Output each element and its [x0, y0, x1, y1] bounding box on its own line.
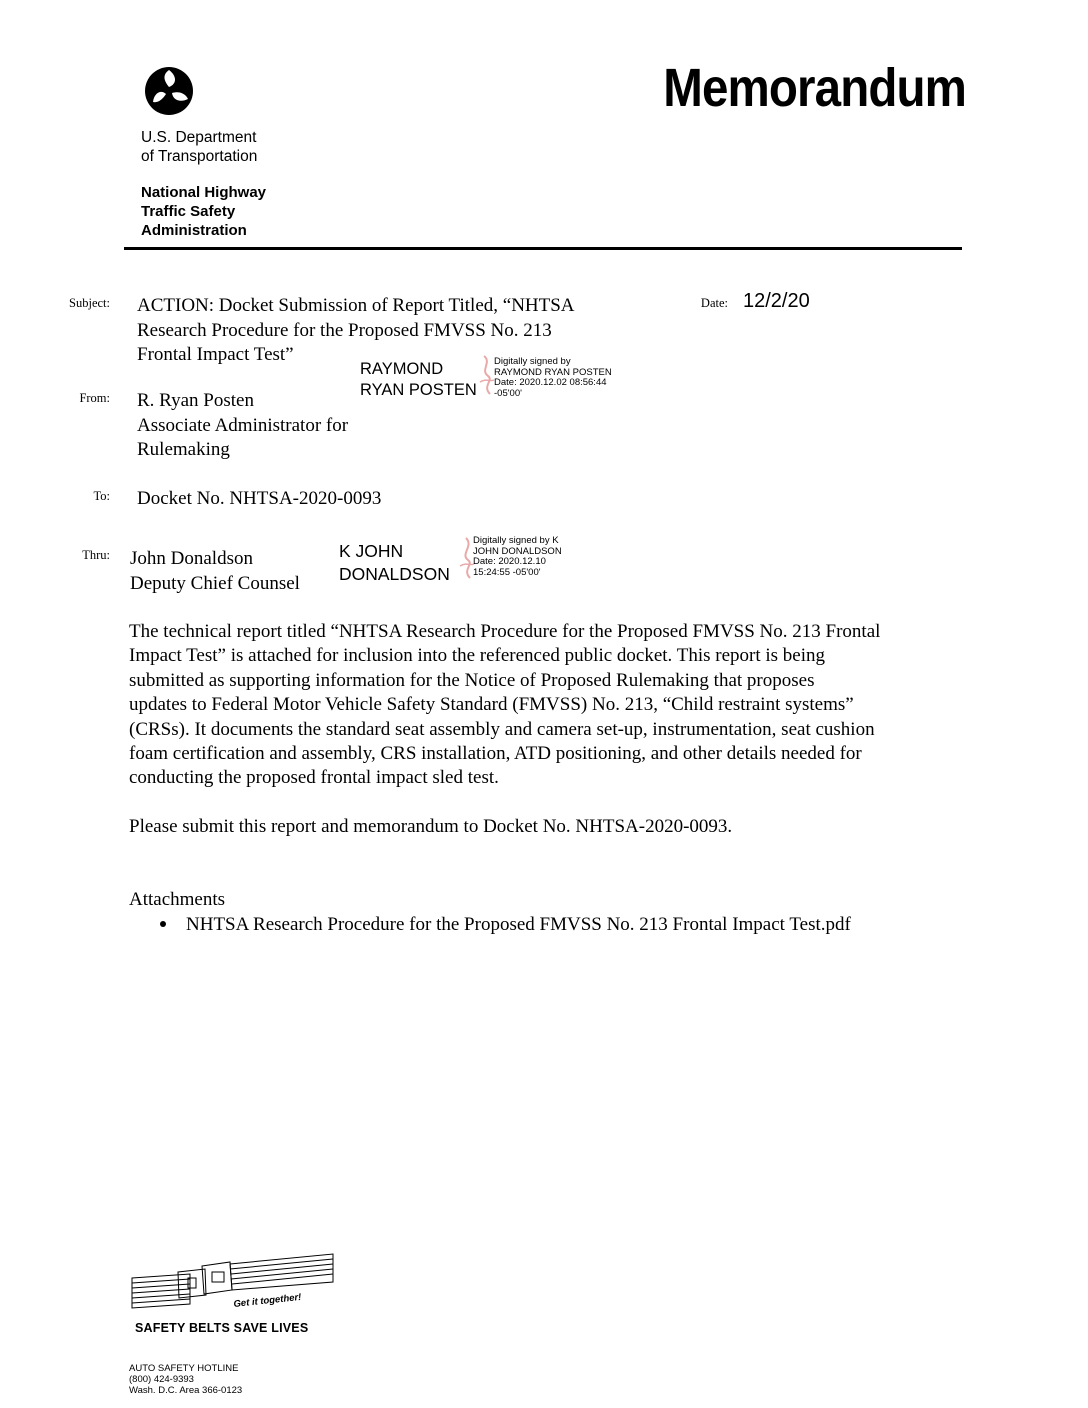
subject-label: Subject: — [69, 296, 110, 310]
subject-line-2: Research Procedure for the Proposed FMVSS No. 213 — [137, 319, 552, 341]
dot-logo — [144, 66, 194, 116]
agency-line-1: National Highway — [141, 184, 267, 201]
donaldson-signature-name — [339, 540, 450, 586]
posten-signature-details — [494, 357, 612, 399]
subject-line-1: ACTION: Docket Submission of Report Titled, “NHTSA — [137, 295, 575, 316]
posten-detail-line-2: RAYMOND RYAN POSTEN — [494, 366, 612, 378]
paragraph-line: updates to Federal Motor Vehicle Safety Standard (FMVSS) No. 213, “Child restraint systems” — [129, 694, 854, 716]
memo-title: Memorandum — [663, 58, 966, 118]
paragraph-line: submitted as supporting information for the Notice of Proposed Rulemaking that proposes — [129, 669, 815, 691]
thru-line-1: John Donaldson — [130, 548, 253, 569]
subject-line-3: Frontal Impact Test” — [137, 344, 294, 365]
posten-signature-name — [360, 359, 477, 401]
posten-detail-line-4: -05'00' — [494, 387, 522, 399]
posten-detail-line-1: Digitally signed by — [494, 356, 571, 367]
dot-logo-icon — [144, 66, 194, 116]
from-label: From: — [79, 391, 110, 405]
seat-belt-icon — [130, 1252, 335, 1320]
from-value — [137, 389, 348, 463]
department-line-2: of Transportation — [141, 148, 258, 165]
paragraph-line: conducting the proposed frontal impact sled test. — [129, 767, 499, 789]
to-label: To: — [93, 489, 110, 503]
paragraph-line: Impact Test” is attached for inclusion into the referenced public docket. This report is being — [129, 645, 825, 667]
seat-belt-graphic — [130, 1252, 335, 1320]
header-divider — [124, 247, 962, 250]
agency-name — [141, 183, 266, 240]
paragraph-line: (CRSs). It documents the standard seat assembly and camera set-up, instrumentation, seat cushion — [129, 718, 875, 740]
donaldson-detail-line-1: Digitally signed by K — [473, 535, 559, 546]
date-label: Date: — [700, 296, 728, 310]
thru-line-2: Deputy Chief Counsel — [130, 572, 300, 594]
department-line-1: U.S. Department — [141, 129, 257, 146]
hotline-info — [129, 1363, 242, 1396]
belt-tagline: Get it together! — [233, 1291, 302, 1310]
from-line-3: Rulemaking — [137, 439, 230, 460]
posten-name-line-2: RYAN POSTEN — [360, 381, 477, 399]
attachments-heading: Attachments — [129, 889, 226, 910]
donaldson-detail-line-3: Date: 2020.12.10 — [473, 556, 546, 567]
paragraph-line: The technical report titled “NHTSA Research Procedure for the Proposed FMVSS No. 213 Frontal — [129, 621, 881, 642]
donaldson-signature-details — [473, 536, 562, 578]
posten-detail-line-3: Date: 2020.12.02 08:56:44 — [494, 377, 607, 388]
thru-label: Thru: — [82, 548, 110, 562]
hotline-line-1: AUTO SAFETY HOTLINE — [129, 1363, 239, 1374]
donaldson-detail-line-2: JOHN DONALDSON — [473, 545, 562, 557]
hotline-line-3: Wash. D.C. Area 366-0123 — [129, 1385, 243, 1396]
date-value: 12/2/20 — [743, 290, 810, 312]
hotline-line-2: (800) 424-9393 — [129, 1374, 194, 1385]
paragraph-line: foam certification and assembly, CRS installation, ATD positioning, and other details needed for — [129, 743, 862, 765]
agency-line-3: Administration — [141, 222, 247, 239]
thru-value — [130, 547, 300, 596]
agency-line-2: Traffic Safety — [141, 203, 236, 220]
donaldson-name-line-1: K JOHN — [339, 541, 404, 561]
to-value: Docket No. NHTSA-2020-0093 — [137, 488, 382, 509]
from-line-1: R. Ryan Posten — [137, 390, 254, 411]
attachment-link[interactable]: NHTSA Research Procedure for the Proposed FMVSS No. 213 Frontal Impact Test.pdf — [186, 914, 851, 935]
from-line-2: Associate Administrator for — [137, 414, 349, 436]
attachment-item — [160, 913, 980, 937]
body-paragraph-1 — [129, 620, 969, 791]
body-paragraph-2: Please submit this report and memorandum to Docket No. NHTSA-2020-0093. — [129, 816, 733, 837]
donaldson-detail-line-4: 15:24:55 -05'00' — [473, 566, 541, 578]
safety-slogan: SAFETY BELTS SAVE LIVES — [135, 1321, 309, 1335]
department-name — [141, 128, 257, 166]
posten-name-line-1: RAYMOND — [360, 360, 444, 378]
bullet-icon — [160, 921, 166, 927]
donaldson-name-line-2: DONALDSON — [339, 564, 450, 584]
